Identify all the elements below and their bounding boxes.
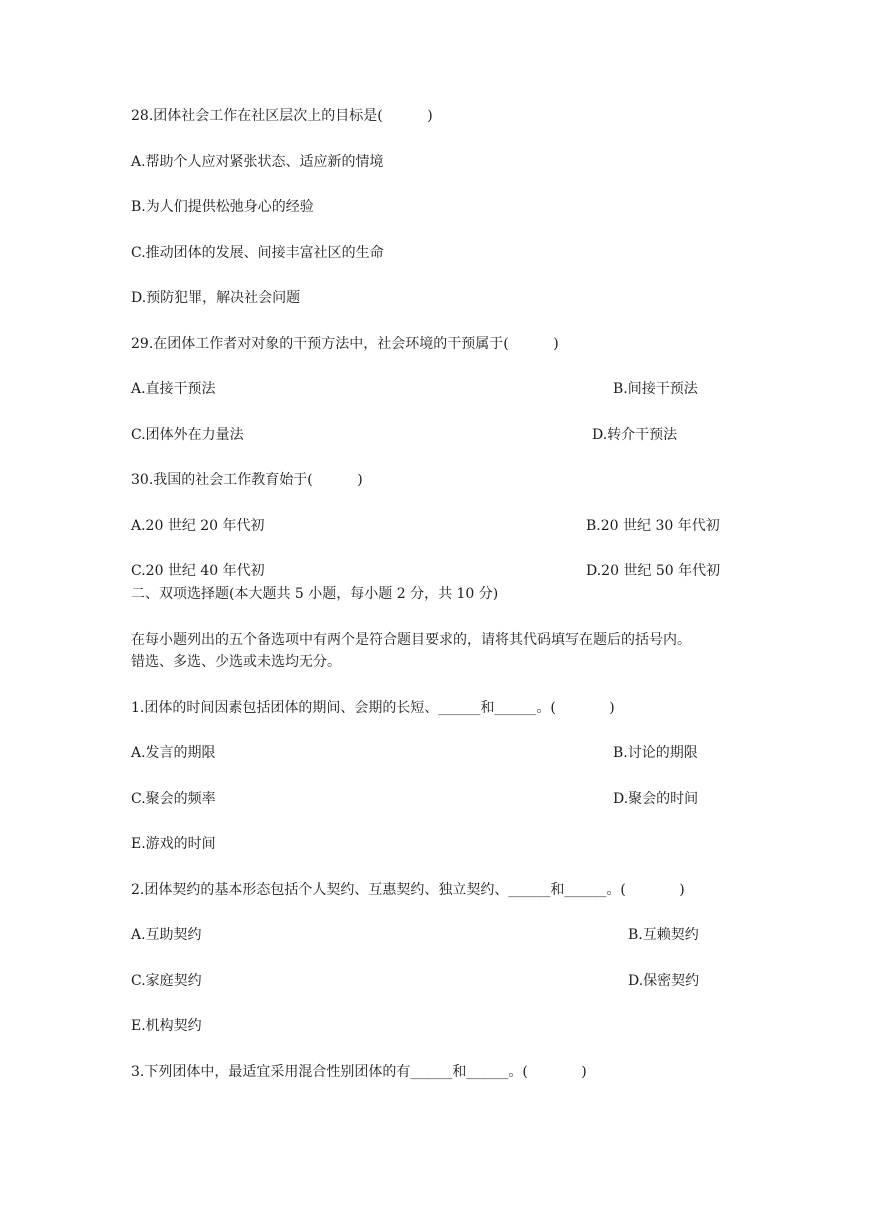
dq2-option-b: B.互赖契约 <box>628 927 699 943</box>
q30-option-b: B.20 世纪 30 年代初 <box>586 518 720 534</box>
q30-option-d: D.20 世纪 50 年代初 <box>586 563 721 579</box>
q30-option-a: A.20 世纪 20 年代初 <box>131 518 265 534</box>
dq1-option-b: B.讨论的期限 <box>613 745 698 761</box>
dq1-stem: 1.团体的时间因素包括团体的期间、会期的长短、______和______。( ) <box>131 700 615 716</box>
q29-option-b: B.间接干预法 <box>613 381 698 397</box>
dq2-option-a: A.互助契约 <box>131 927 202 943</box>
q28-option-d: D.预防犯罪，解决社会问题 <box>131 290 301 306</box>
q28-option-b: B.为人们提供松弛身心的经验 <box>131 199 314 215</box>
dq1-option-d: D.聚会的时间 <box>613 791 699 807</box>
q29-stem: 29.在团体工作者对对象的干预方法中，社会环境的干预属于( ) <box>131 336 559 352</box>
dq2-option-e: E.机构契约 <box>131 1018 202 1034</box>
dq2-stem: 2.团体契约的基本形态包括个人契约、互惠契约、独立契约、______和______。( ) <box>131 882 685 898</box>
q29-option-c: C.团体外在力量法 <box>131 427 244 443</box>
section-instruction-line1: 在每小题列出的五个备选项中有两个是符合题目要求的，请将其代码填写在题后的括号内。 <box>131 632 691 648</box>
dq1-option-e: E.游戏的时间 <box>131 836 216 852</box>
dq1-option-c: C.聚会的频率 <box>131 791 216 807</box>
q28-stem: 28.团体社会工作在社区层次上的目标是( ) <box>131 108 433 124</box>
section-heading: 二、双项选择题(本大题共 5 小题，每小题 2 分，共 10 分) <box>131 586 499 602</box>
q28-option-a: A.帮助个人应对紧张状态、适应新的情境 <box>131 154 384 170</box>
q28-option-c: C.推动团体的发展、间接丰富社区的生命 <box>131 245 384 261</box>
q30-option-c: C.20 世纪 40 年代初 <box>131 563 265 579</box>
dq2-option-d: D.保密契约 <box>628 973 700 989</box>
q29-option-a: A.直接干预法 <box>131 381 216 397</box>
dq1-option-a: A.发言的期限 <box>131 745 216 761</box>
q29-option-d: D.转介干预法 <box>592 427 678 443</box>
dq2-option-c: C.家庭契约 <box>131 973 202 989</box>
section-instruction-line2: 错选、多选、少选或未选均无分。 <box>131 654 341 670</box>
dq3-stem: 3.下列团体中，最适宜采用混合性别团体的有______和______。( ) <box>131 1064 587 1080</box>
q30-stem: 30.我国的社会工作教育始于( ) <box>131 472 363 488</box>
